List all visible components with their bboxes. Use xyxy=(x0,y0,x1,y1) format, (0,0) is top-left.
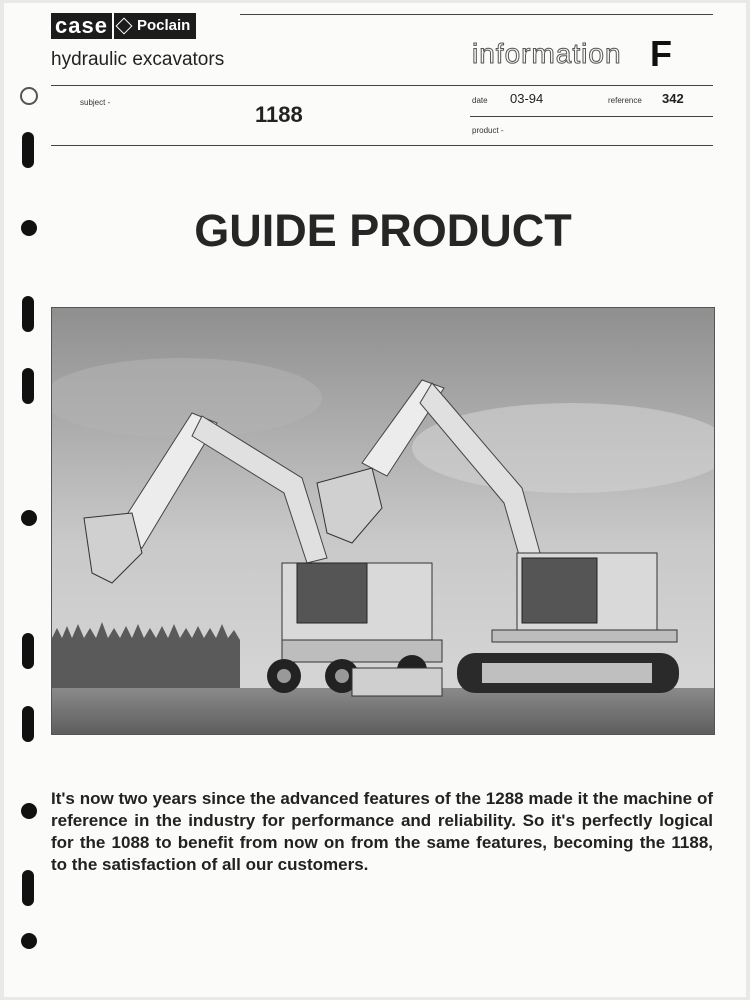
brand-logo xyxy=(51,13,196,39)
subject-label: subject - xyxy=(80,98,111,107)
product-label: product - xyxy=(472,126,504,135)
excavators-photo xyxy=(51,307,715,735)
punch-hole xyxy=(22,132,34,168)
poclain-logo xyxy=(114,13,196,39)
header-top-rule xyxy=(240,14,713,15)
punch-hole xyxy=(21,803,37,819)
meta-divider xyxy=(470,116,713,117)
meta-bottom-rule xyxy=(51,145,713,146)
punch-hole xyxy=(22,870,34,906)
date-label: date xyxy=(472,96,488,105)
punch-hole xyxy=(21,510,37,526)
reference-label: reference xyxy=(608,96,642,105)
punch-hole xyxy=(22,706,34,742)
subject-value: 1188 xyxy=(255,102,303,127)
date-value: 03-94 xyxy=(510,91,544,106)
language-letter: F xyxy=(650,33,672,74)
case-logo: case xyxy=(51,13,112,39)
punch-hole xyxy=(22,296,34,332)
punch-hole xyxy=(20,87,38,105)
reference-value: 342 xyxy=(662,91,684,106)
punch-hole xyxy=(22,368,34,404)
punch-hole xyxy=(21,933,37,949)
poclain-logo-text: Poclain xyxy=(136,17,191,34)
header-divider xyxy=(51,85,713,86)
punch-hole xyxy=(22,633,34,669)
information-heading: information xyxy=(472,38,622,69)
diamond-icon xyxy=(115,18,132,35)
intro-paragraph: It's now two years since the advanced features of the 1288 made it the machine of reference in the industry for performance and reliability. So it's perfectly logical for the 1088 to benefit from now on from the same features, becoming the 1188, to the satisfaction of all our customers. xyxy=(51,789,713,874)
page-title: GUIDE PRODUCT xyxy=(194,205,572,256)
tagline: hydraulic excavators xyxy=(51,49,225,70)
